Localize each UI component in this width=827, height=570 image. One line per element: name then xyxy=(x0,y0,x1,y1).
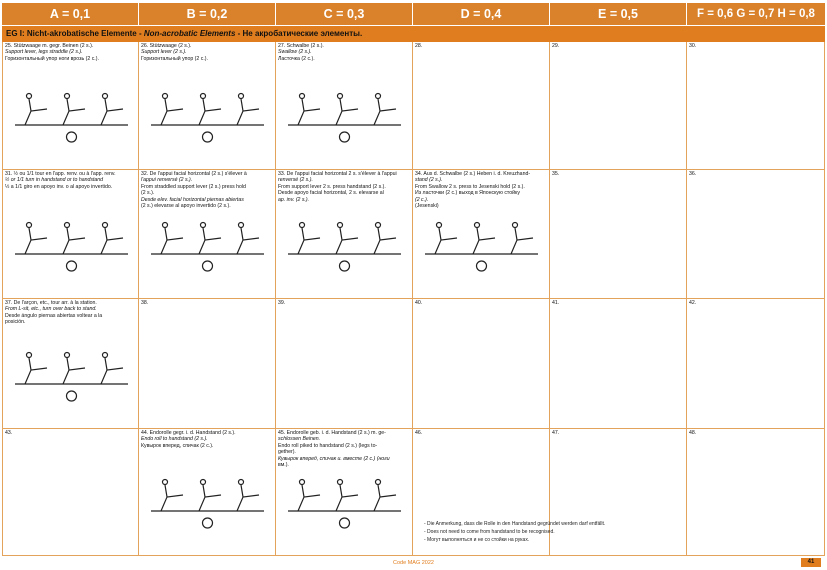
element-description-line: ½ a 1/1 giro en apoyo inv. o al apoyo invertido. xyxy=(5,183,113,190)
element-number: 29. xyxy=(552,43,560,49)
element-number: 33. xyxy=(278,171,286,177)
element-number: 39. xyxy=(278,300,286,306)
element-number: 43. xyxy=(5,430,13,436)
element-cell xyxy=(276,429,413,556)
element-text xyxy=(415,300,547,306)
element-description-line: Горизонтальный упор ноги врозь (2 с.). xyxy=(5,55,99,62)
element-cell xyxy=(2,170,139,299)
element-cell xyxy=(276,299,413,429)
element-description-line: Stützwaage (2 s.). xyxy=(149,43,192,49)
element-number: 32. xyxy=(141,171,149,177)
element-number: 34. xyxy=(415,171,423,177)
note-line: - Могут выполняться и не со стойки на руках. xyxy=(424,537,530,543)
element-figure-icon xyxy=(276,42,413,170)
element-description-line: Из ласточки (2 с.) выход в Японскую стойку xyxy=(415,190,520,197)
element-description-line: Ласточка (2 с.). xyxy=(278,55,315,62)
element-description-line: From support lever 2 s. press handstand (2 s.). xyxy=(278,183,386,190)
element-number: 31. xyxy=(5,171,13,177)
element-figure-icon xyxy=(139,42,276,170)
element-number: 45. xyxy=(278,430,286,436)
element-cell xyxy=(139,429,276,556)
element-text xyxy=(278,300,410,306)
element-description-line: gether). xyxy=(278,449,296,456)
element-description-line: stand (2 s.). xyxy=(415,177,443,184)
element-text xyxy=(552,171,684,177)
element-text xyxy=(689,300,822,306)
element-text xyxy=(689,171,822,177)
element-cell xyxy=(139,299,276,429)
group-title-ru: Не акробатические элементы. xyxy=(242,29,363,38)
element-text xyxy=(141,300,273,306)
header-col-fgh: F = 0,6 G = 0,7 H = 0,8 xyxy=(697,8,815,20)
header-col-a: A = 0,1 xyxy=(2,3,139,25)
element-description-line: ap. inv. (2 s.). xyxy=(278,196,310,203)
element-cell xyxy=(276,170,413,299)
element-figure-icon xyxy=(276,170,413,299)
element-description-line: De l'arçon, etc., tour arr. à la station. xyxy=(13,300,97,306)
element-description-line: Support lever (2 s.). xyxy=(141,49,187,56)
element-description-line: From straddled support lever (2 s.) press hold xyxy=(141,183,246,190)
element-description-line: Горизонтальный упор (2 с.). xyxy=(141,55,208,62)
element-cell xyxy=(687,170,825,299)
element-cell xyxy=(139,42,276,170)
group-title-de: Nicht-akrobatische Elemente xyxy=(26,29,137,38)
element-cell xyxy=(139,170,276,299)
element-description-line: Desde apoyo facial horizontal, 2 s. elevarse al xyxy=(278,190,384,197)
element-description-line: (2 с.). xyxy=(415,196,429,203)
difficulty-header xyxy=(2,3,825,25)
element-description-line: Schwalbe (2 s.). xyxy=(286,43,324,49)
element-text xyxy=(552,430,684,436)
element-description-line: Stützwaage m. gegr. Beinen (2 s.). xyxy=(13,43,94,49)
header-col-c: C = 0,3 xyxy=(276,3,413,25)
element-figure-icon xyxy=(139,429,276,556)
element-number: 44. xyxy=(141,430,149,436)
header-col-d: D = 0,4 xyxy=(413,3,550,25)
element-figure-icon xyxy=(3,42,139,170)
element-text xyxy=(415,430,547,436)
element-text xyxy=(689,43,822,49)
element-cell xyxy=(2,299,139,429)
element-number: 35. xyxy=(552,171,560,177)
table-note xyxy=(424,520,605,544)
header-col-e: E = 0,5 xyxy=(550,3,687,25)
element-description-line: Endo roll to handstand (2 s.). xyxy=(141,436,208,443)
group-title-en: Non-acrobatic Elements xyxy=(143,29,236,38)
element-figure-icon xyxy=(276,429,413,556)
element-description-line: renversé (2 s.). xyxy=(278,177,313,184)
element-description-line: Swallow (2 s.). xyxy=(278,49,312,56)
note-line: - Does not need to come from handstand to be recognised. xyxy=(424,529,555,535)
element-number: 26. xyxy=(141,43,149,49)
element-description-line: l'appui renversé (2 s.). xyxy=(141,177,193,184)
element-number: 40. xyxy=(415,300,423,306)
element-text xyxy=(415,43,547,49)
element-description-line: ½ ou 1/1 tour en l'app. renv. ou à l'app. renv. xyxy=(13,171,116,177)
page-footer: Code MAG 2022 xyxy=(393,560,434,566)
element-cell xyxy=(687,429,825,556)
note-line: - Die Anmerkung, dass die Rolle in den Handstand gegründet werden darf entfällt. xyxy=(424,521,606,527)
element-cell xyxy=(413,170,550,299)
element-description-line: De l'appui facial horizontal 2 s. s'élever à l'appui xyxy=(286,171,397,177)
element-description-line: Кувырок вперед, спичак (2 с.). xyxy=(141,442,214,449)
element-cell xyxy=(687,42,825,170)
element-number: 25. xyxy=(5,43,13,49)
element-description-line: Support lever, legs straddle (2 s.). xyxy=(5,49,83,56)
element-description-line: posición. xyxy=(5,319,26,326)
element-text xyxy=(689,430,822,436)
element-description-line: De l'appui facial horizontal (2 s.) s'élever à xyxy=(149,171,247,177)
element-figure-icon xyxy=(139,170,276,299)
element-number: 30. xyxy=(689,43,697,49)
element-description-line: Endorolle gegr. i. d. Handstand (2 s.). xyxy=(149,430,236,436)
page-number: 41 xyxy=(801,558,821,567)
element-number: 42. xyxy=(689,300,697,306)
element-number: 46. xyxy=(415,430,423,436)
element-number: 38. xyxy=(141,300,149,306)
group-prefix: EG I: xyxy=(6,29,25,38)
element-table xyxy=(2,42,825,556)
element-description-line: schlossen Beinen. xyxy=(278,436,321,443)
element-number: 41. xyxy=(552,300,560,306)
element-number: 37. xyxy=(5,300,13,306)
element-cell xyxy=(276,42,413,170)
element-description-line: Desde elev. facial horizontal piernas abiertas xyxy=(141,196,244,203)
element-number: 36. xyxy=(689,171,697,177)
element-description-line: (2 s.) elevarse al apoyo invertido (2 s.). xyxy=(141,203,231,210)
element-figure-icon xyxy=(3,170,139,299)
header-col-b: B = 0,2 xyxy=(139,3,276,25)
element-cell xyxy=(413,299,550,429)
element-cell xyxy=(550,170,687,299)
element-description-line: Desde ángulo piernas abiertas voltear a la xyxy=(5,312,103,319)
element-number: 28. xyxy=(415,43,423,49)
element-group-band: EG I: Nicht-akrobatische Elemente - Non-acrobatic Elements - Не акробатические элементы. xyxy=(2,26,825,42)
element-description-line: Endo roll piked to handstand (2 s.) (legs to- xyxy=(278,442,378,449)
element-description-line: From Swallow 2 s. press to Jesenski hold (2 s.). xyxy=(415,183,525,190)
element-description-line: (2 s.). xyxy=(141,190,155,197)
element-cell xyxy=(2,429,139,556)
element-number: 27. xyxy=(278,43,286,49)
element-description-line: ½ or 1/1 turn in handstand or to handstand xyxy=(5,177,104,184)
element-description-line: вм.). xyxy=(278,462,289,469)
element-text xyxy=(552,43,684,49)
element-figure-icon xyxy=(3,299,139,429)
element-description-line: (Jesenski) xyxy=(415,203,439,210)
element-description-line: Aus d. Schwalbe (2 s.) Heben i. d. Kreuzhand- xyxy=(423,171,531,177)
element-cell xyxy=(550,42,687,170)
element-description-line: From L-sit, etc., turn over back to stand. xyxy=(5,306,97,313)
element-description-line: Кувырок вперед, спичак и. вместе (2 с.) (ноги xyxy=(278,455,390,462)
element-cell xyxy=(413,42,550,170)
element-cell xyxy=(550,299,687,429)
element-text xyxy=(5,430,136,436)
element-number: 48. xyxy=(689,430,697,436)
element-cell xyxy=(687,299,825,429)
element-description-line: Endorolle geb. i. d. Handstand (2 s.) m. ge- xyxy=(286,430,386,436)
element-text xyxy=(552,300,684,306)
element-number: 47. xyxy=(552,430,560,436)
element-cell xyxy=(2,42,139,170)
element-figure-icon xyxy=(413,170,550,299)
